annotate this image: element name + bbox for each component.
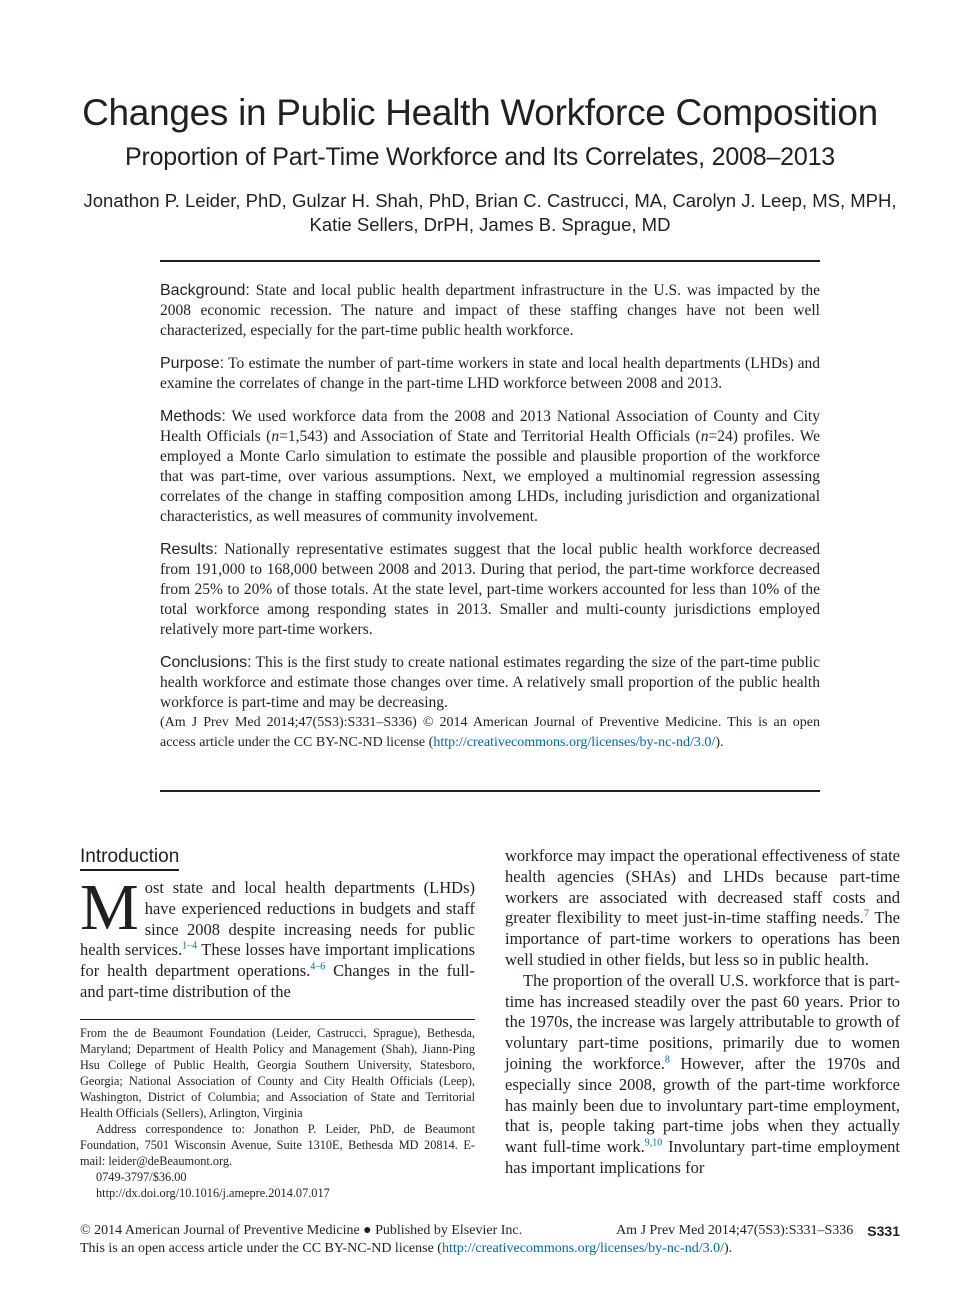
section-text: This is the first study to create national estimates regarding the size of the part-time public health workforce and estimate those changes over time. A relatively small proportion of the public health workforce is part-time and may be decreasing. [160, 654, 820, 711]
footer-license-link[interactable]: http://creativecommons.org/licenses/by-nc-nd/3.0/ [441, 1241, 724, 1256]
reference-link[interactable]: 4–6 [310, 961, 326, 973]
abstract-purpose [160, 354, 820, 394]
affiliation-note: From the de Beaumont Foundation (Leider, Castrucci, Sprague), Bethesda, Maryland; Department of Health Policy and Management (Shah), Jiann-Ping Hsu College of Public Health, Georgia Southern University, Statesboro, Georgia; National Association of County and City Health Officials (Leep), Washington, District of Columbia; and Association of State and Territorial Health Officials (Sellers), Arlington, Virginia [80, 1026, 475, 1120]
section-text: =1,543) and Association of State and Territorial Health Officials ( [279, 428, 701, 445]
correspondence-note: Address correspondence to: Jonathon P. Leider, PhD, de Beaumont Foundation, 7501 Wisconsin Avenue, Suite 1310E, Bethesda MD 20814. E-mail: leider@deBeaumont.org. [80, 1122, 475, 1168]
abstract-bottom-rule [160, 790, 820, 792]
section-head: Conclusions: [160, 654, 252, 671]
author-list [70, 189, 910, 237]
issn: 0749-3797/$36.00 [96, 1170, 187, 1184]
license-text: This is an open access article under the CC BY-NC-ND license ( [80, 1241, 442, 1256]
copyright-line: © 2014 American Journal of Preventive Medicine ● Published by Elsevier Inc. [80, 1223, 523, 1238]
abstract-methods [160, 407, 820, 527]
authors-line: Katie Sellers, DrPH, James B. Sprague, MD [309, 214, 671, 235]
section-text: =24) profiles. We employed a Monte Carlo simulation to estimate the possible and plausible proportion of the workforce that was part-time, over various assumptions. Next, we employed a multinomial regression assessing correlates of the change in staffing composition among LHDs, including jurisdiction and organizational characteristics, as well measures of community involvement. [160, 428, 820, 525]
body-paragraph [505, 971, 900, 1179]
reference-link[interactable]: 1–4 [182, 940, 198, 952]
intro-paragraph [80, 871, 475, 1003]
body-text: However, after the 1970s and especially since 2008, growth of the part-time workforce has mainly been due to involuntary part-time employment, that is, people taking part-time jobs when they actually want full-time work. [505, 1053, 900, 1157]
license-text: ). [723, 1241, 733, 1256]
footer-row [80, 1222, 900, 1240]
drop-cap: M [80, 871, 139, 944]
abstract-background [160, 281, 820, 341]
section-text: We used workforce data from the 2008 and 2013 National Association of County and City Health Officials ( [160, 408, 820, 445]
license-line [80, 1240, 900, 1258]
section-head: Purpose: [160, 355, 225, 372]
section-head: Methods: [160, 408, 226, 425]
section-head: Background: [160, 282, 250, 299]
reference-link[interactable]: 8 [664, 1054, 670, 1066]
reference-link[interactable]: 7 [863, 908, 869, 920]
n-italic: n [700, 428, 709, 445]
article-title: Changes in Public Health Workforce Composition [82, 92, 878, 133]
page-footer [80, 1222, 900, 1258]
body-text: The proportion of the overall U.S. workforce that is part-time has increased steadily over the past 60 years. Prior to the 1970s, the increase was largely attributable to growth of voluntary part-time positions, primarily due to women joining the workforce. [505, 970, 900, 1073]
section-text: Nationally representative estimates suggest that the local public health workforce decreased from 191,000 to 168,000 between 2008 and 2013. During that period, the part-time workforce decreased from 25% to 20% of those totals. At the state level, part-time workers accounted for less than 10% of the total workforce among responding states in 2013. Smaller and multi-county jurisdictions employed relatively more part-time workers. [160, 541, 820, 638]
doi: http://dx.doi.org/10.1016/j.amepre.2014.07.017 [96, 1186, 330, 1200]
n-italic: n [271, 428, 280, 445]
abstract [160, 281, 820, 753]
body-text: ost state and local health departments (LHDs) have experienced reductions in budgets and staff since 2008 despite increasing needs for public health services. [80, 878, 475, 960]
journal-reference: Am J Prev Med 2014;47(5S3):S331–S336 [616, 1223, 854, 1238]
section-text: State and local public health department infrastructure in the U.S. was impacted by the 2008 economic recession. The nature and impact of these staffing changes have not been well characterized, especially for the part-time public health workforce. [160, 282, 821, 339]
footnotes [80, 1025, 475, 1201]
article-subtitle: Proportion of Part-Time Workforce and Its Correlates, 2008–2013 [125, 143, 835, 171]
license-link[interactable]: http://creativecommons.org/licenses/by-nc-nd/3.0/ [433, 735, 716, 750]
section-head: Results: [160, 541, 218, 558]
section-heading-introduction: Introduction [80, 846, 179, 871]
abstract-conclusions [160, 653, 820, 713]
reference-link[interactable]: 9,10 [644, 1137, 663, 1149]
abstract-top-rule [160, 260, 820, 262]
footer-right [616, 1222, 900, 1240]
body-text: The importance of part-time workers to operations has been well studied in other fields, but less so in public health. [505, 908, 901, 969]
body-text: workforce may impact the operational effectiveness of state health agencies (SHAs) and LHDs because part-time workers are associated with decreased staff costs and greater flexibility to meet just-in-time staffing needs. [505, 846, 900, 928]
body-text: Changes in the full- and part-time distribution of the [80, 961, 475, 1001]
body-text: Involuntary part-time employment has important implications for [505, 1137, 900, 1177]
body-paragraph [505, 846, 900, 971]
abstract-results [160, 540, 820, 640]
left-column [80, 871, 475, 1003]
page-number: S331 [867, 1223, 900, 1239]
footnote-rule [80, 1019, 475, 1020]
authors-line: Jonathon P. Leider, PhD, Gulzar H. Shah, PhD, Brian C. Castrucci, MA, Carolyn J. Leep, MS, MPH, [83, 190, 897, 211]
right-column [505, 846, 900, 1179]
citation [160, 713, 820, 753]
body-text: These losses have important implications for health department operations. [80, 940, 475, 981]
citation-text: (Am J Prev Med 2014;47(5S3):S331–S336) © 2014 American Journal of Preventive Medicine. This is an open access article under the CC BY-NC-ND license ( [160, 715, 820, 750]
section-text: To estimate the number of part-time workers in state and local health departments (LHDs) and examine the correlates of change in the part-time LHD workforce between 2008 and 2013. [160, 355, 820, 392]
citation-text: ). [715, 735, 724, 750]
